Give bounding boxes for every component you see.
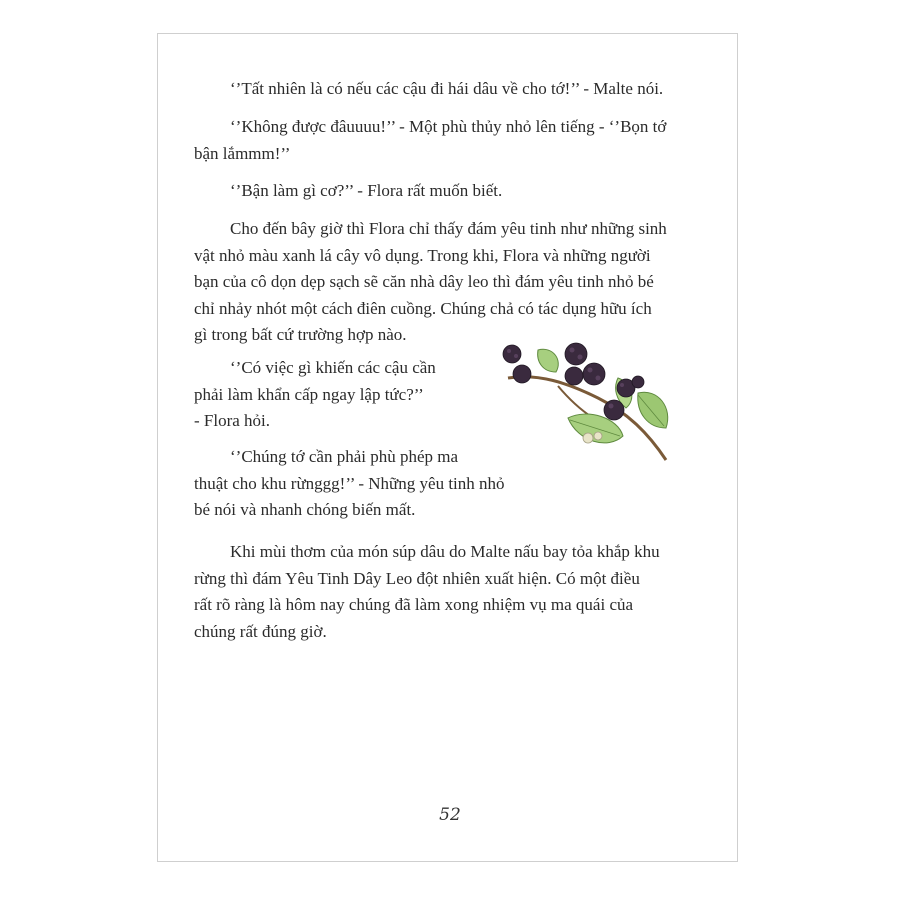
- paragraph-4: [194, 216, 667, 349]
- paragraph-5: [194, 355, 436, 435]
- text-line: chúng rất đúng giờ.: [194, 621, 327, 641]
- text-line: phải làm khẩn cấp ngay lập tức?’’: [194, 384, 424, 404]
- blackberry-branch-icon: [498, 338, 674, 466]
- text-line: ‘’Bận làm gì cơ?’’ - Flora rất muốn biết.: [230, 181, 503, 200]
- text-line: Cho đến bây giờ thì Flora chỉ thấy đám yêu tinh như những sinh: [230, 219, 667, 238]
- text-line: rừng thì đám Yêu Tinh Dây Leo đột nhiên xuất hiện. Có một điều: [194, 568, 640, 588]
- paragraph-2: [194, 114, 666, 167]
- paragraph-7: [194, 539, 660, 645]
- paragraph-6: [194, 444, 505, 524]
- text-line: ‘’Không được đâuuuu!’’ - Một phù thủy nhỏ lên tiếng - ‘’Bọn tớ: [230, 117, 667, 136]
- text-line: rất rõ ràng là hôm nay chúng đã làm xong nhiệm vụ ma quái của: [194, 595, 634, 614]
- paragraph-3: [230, 178, 502, 205]
- page-number: 52: [439, 805, 461, 825]
- text-line: ‘’Chúng tớ cần phải phù phép ma: [230, 447, 459, 466]
- text-line: ‘’Tất nhiên là có nếu các cậu đi hái dâu về cho tớ!’’ - Malte nói.: [230, 79, 664, 98]
- text-line: bạn của cô dọn dẹp sạch sẽ căn nhà dây leo thì đám yêu tinh nhỏ bé: [194, 272, 654, 291]
- text-line: - Flora hỏi.: [194, 411, 271, 430]
- text-line: vật nhỏ màu xanh lá cây vô dụng. Trong khi, Flora và những người: [194, 245, 651, 265]
- text-line: Khi mùi thơm của món súp dâu do Malte nấu bay tỏa khắp khu: [230, 542, 660, 561]
- paragraph-1: [230, 76, 663, 103]
- text-line: bận lắmmm!’’: [194, 143, 291, 163]
- text-line: chỉ nhảy nhót một cách điên cuồng. Chúng chả có tác dụng hữu ích: [194, 298, 652, 318]
- text-line: ‘’Có việc gì khiến các cậu cần: [230, 358, 436, 377]
- text-line: bé nói và nhanh chóng biến mất.: [194, 500, 416, 519]
- text-line: thuật cho khu rừnggg!’’ - Những yêu tinh nhỏ: [194, 473, 505, 493]
- text-line: gì trong bất cứ trường hợp nào.: [194, 325, 407, 344]
